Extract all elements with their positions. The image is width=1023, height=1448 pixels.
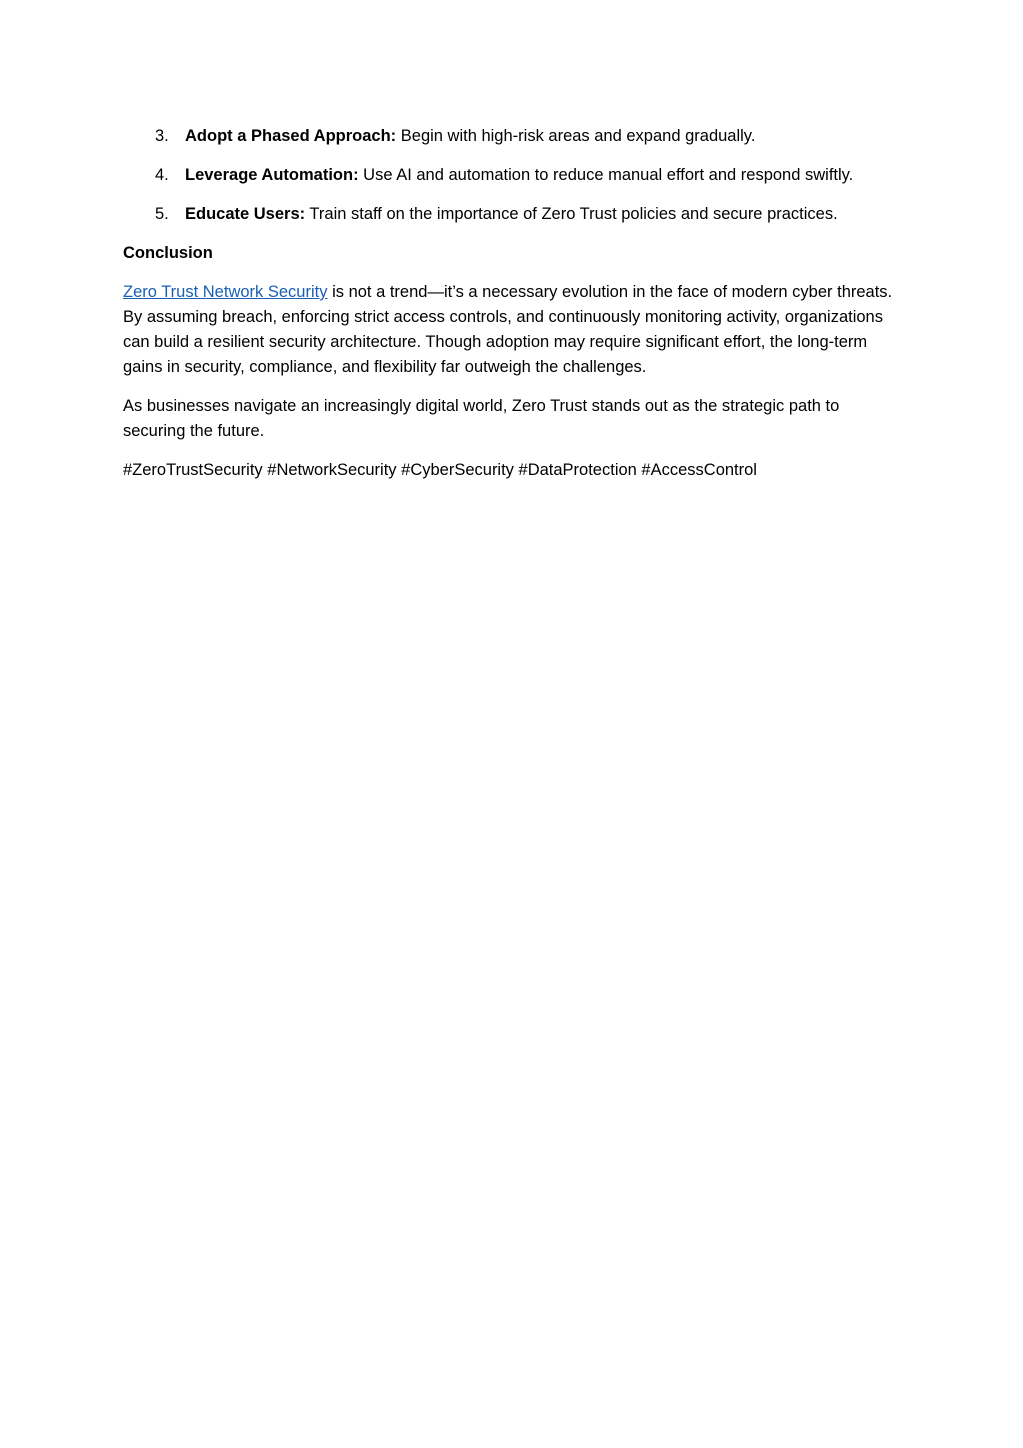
conclusion-paragraph-1-text: is not a trend—it’s a necessary evolution in the face of modern cyber threats. By assuming breach, enforcing strict access controls, and continuously monitoring activity, organizations can build a resilient security architecture. Though adoption may require significant effort, the long-term gains in security, compliance, and flexibility far outweigh the challenges. [123, 283, 893, 376]
list-item-title: Leverage Automation: [185, 166, 359, 184]
list-item-text: Use AI and automation to reduce manual effort and respond swiftly. [358, 166, 854, 184]
list-item [123, 163, 893, 188]
conclusion-heading: Conclusion [123, 244, 213, 262]
zero-trust-link[interactable]: Zero Trust Network Security [123, 283, 328, 301]
list-item-number: 3. [155, 127, 169, 145]
hashtags-line: #ZeroTrustSecurity #NetworkSecurity #CyberSecurity #DataProtection #AccessControl [123, 461, 757, 479]
list-item-text: Begin with high-risk areas and expand gradually. [396, 127, 756, 145]
list-item-title: Adopt a Phased Approach: [185, 127, 397, 145]
list-item-text: Train staff on the importance of Zero Trust policies and secure practices. [305, 205, 838, 223]
conclusion-paragraph-1 [123, 280, 893, 380]
list-item [123, 202, 893, 227]
list-item-number: 5. [155, 205, 169, 223]
list-item [123, 124, 893, 149]
document-body [123, 124, 893, 483]
recommendations-list [123, 124, 893, 227]
list-item-number: 4. [155, 166, 169, 184]
list-item-title: Educate Users: [185, 205, 306, 223]
conclusion-paragraph-2: As businesses navigate an increasingly digital world, Zero Trust stands out as the strategic path to securing the future. [123, 397, 840, 440]
